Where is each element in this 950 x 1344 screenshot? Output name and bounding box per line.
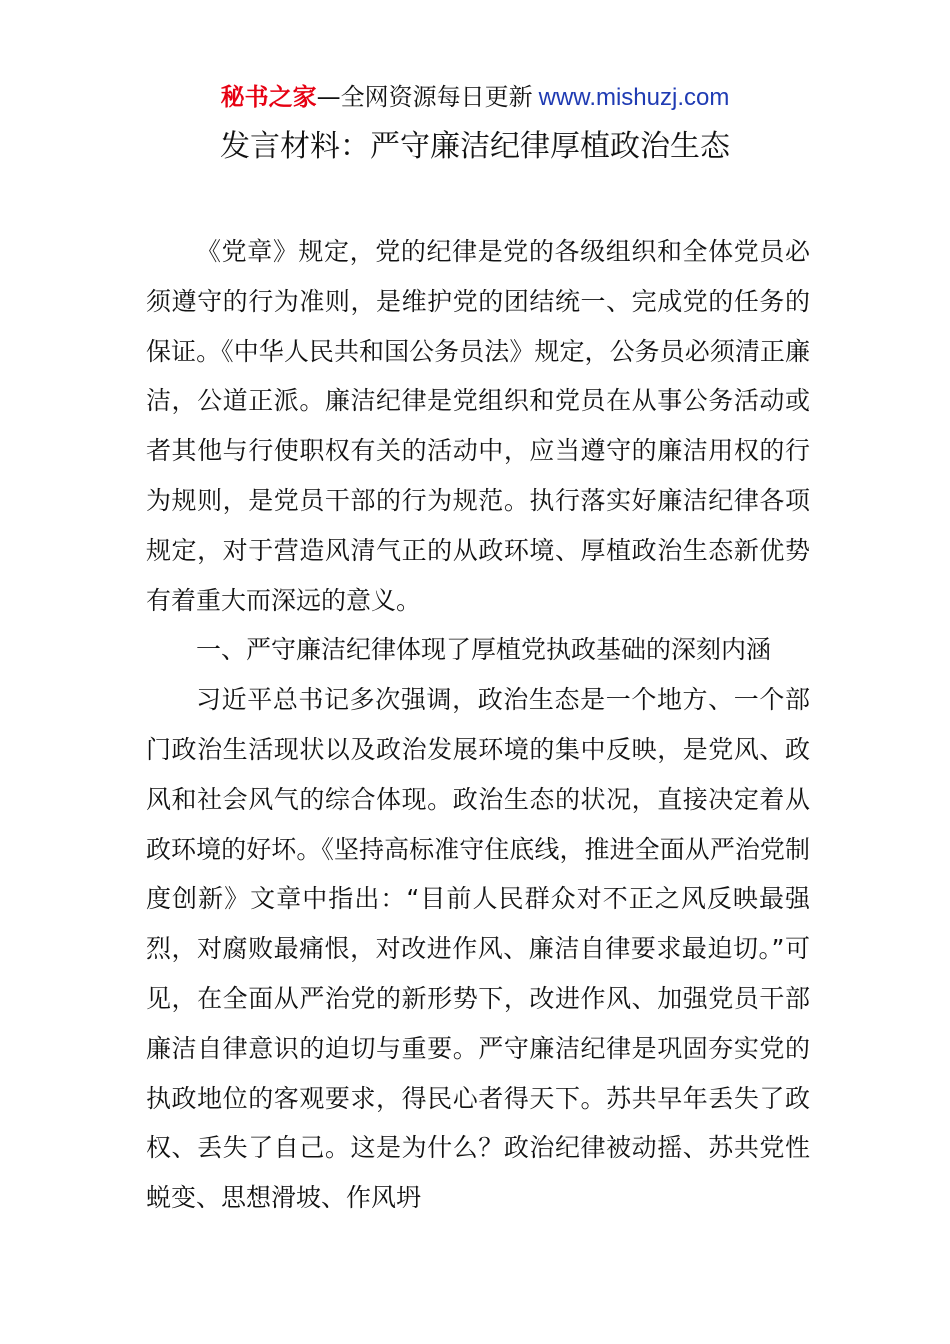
site-url-link[interactable]: www.mishuzj.com [538,84,730,111]
site-tagline: —全网资源每日更新 [316,83,533,111]
document-title: 发言材料：严守廉洁纪律厚植政治生态 [220,129,730,164]
site-header [0,80,950,115]
paragraph-section-1: 习近平总书记多次强调，政治生态是一个地方、一个部门政治生活现状以及政治发展环境的集中反映，是党风、政风和社会风气的综合体现。政治生态的状况，直接决定着从政环境的好坏。《坚持高标准守住底线，推进全面从严治党制度创新》文章中指出：“目前人民群众对不正之风反映最强烈，对腐败最痛恨，对改进作风、廉洁自律要求最迫切。”可见，在全面从严治党的新形势下，改进作风、加强党员干部廉洁自律意识的迫切与重要。严守廉洁纪律是巩固夯实党的执政地位的客观要求，得民心者得天下。苏共早年丢失了政权、丢失了自己。这是为什么？政治纪律被动摇、苏共党性蜕变、思想滑坡、作风坍 [146,685,810,1213]
paragraph-intro: 《党章》规定，党的纪律是党的各级组织和全体党员必须遵守的行为准则，是维护党的团结统一、完成党的任务的保证。《中华人民共和国公务员法》规定，公务员必须清正廉洁，公道正派。廉洁纪律是党组织和党员在从事公务活动或者其他与行使职权有关的活动中，应当遵守的廉洁用权的行为规则，是党员干部的行为规范。执行落实好廉洁纪律各项规定，对于营造风清气正的从政环境、厚植政治生态新优势有着重大而深远的意义。 [146,237,810,615]
document-body [146,227,810,1223]
section-heading-1: 一、严守廉洁纪律体现了厚植党执政基础的深刻内涵 [196,635,772,665]
brand-name: 秘书之家 [220,83,317,111]
